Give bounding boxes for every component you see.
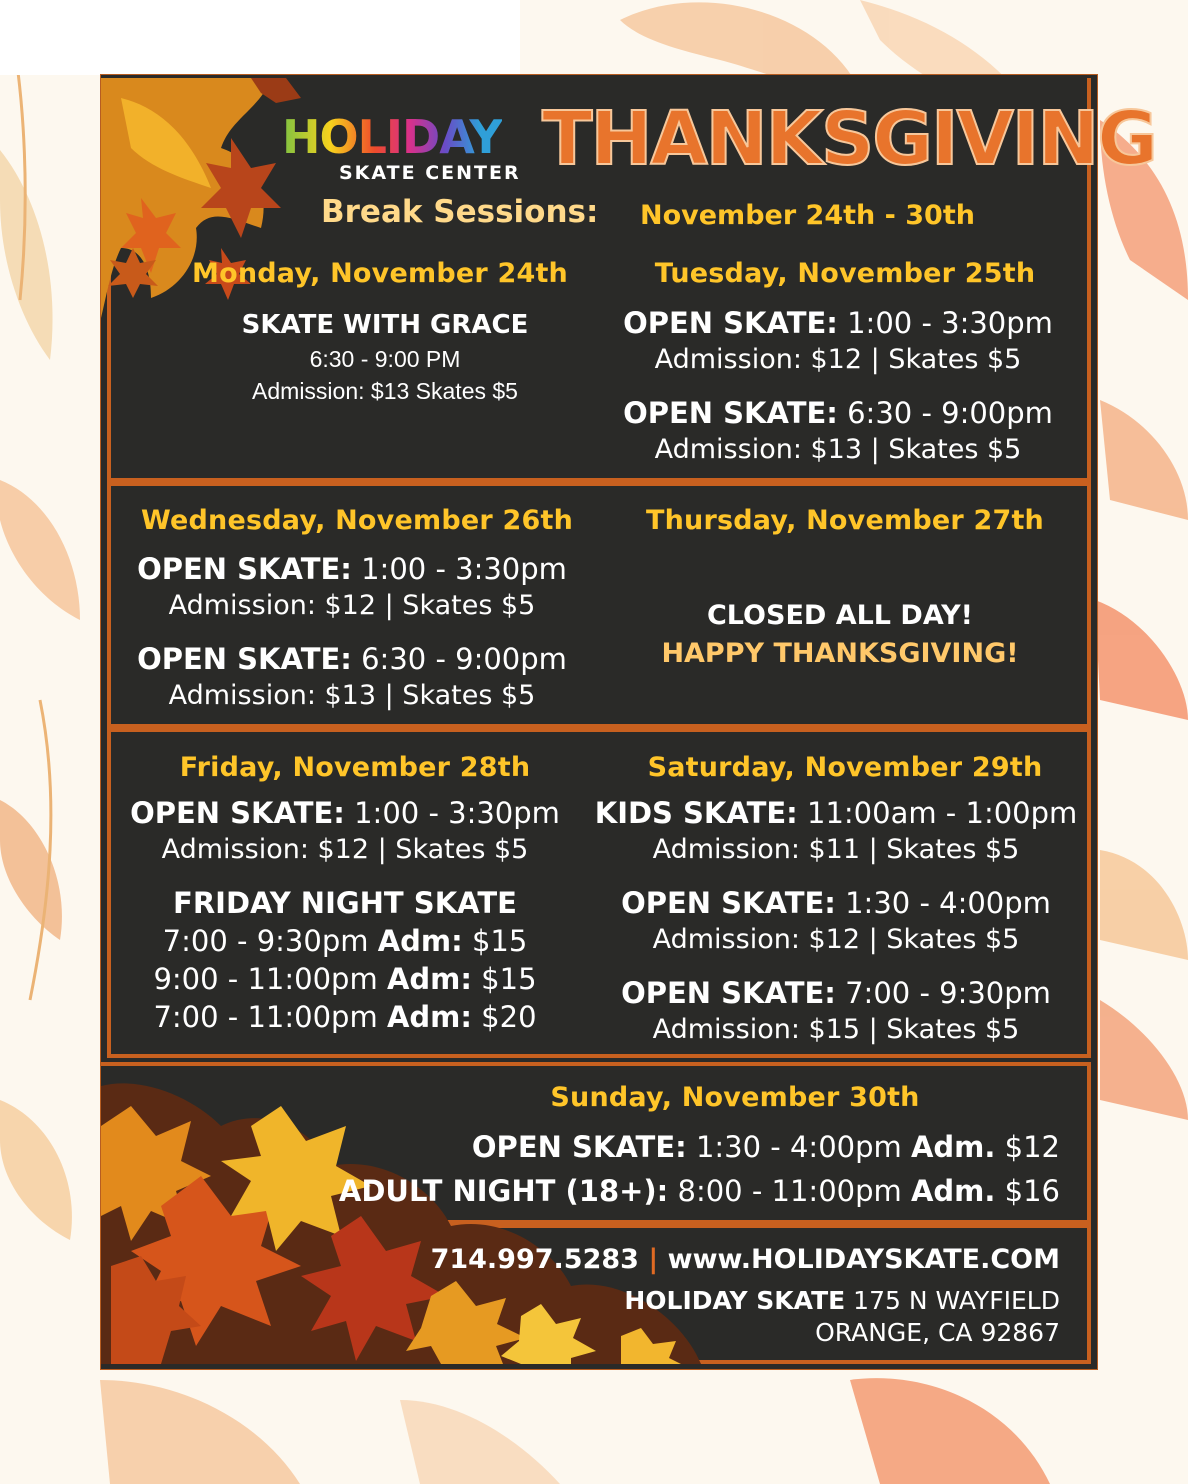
break-dates: November 24th - 30th xyxy=(640,200,975,231)
small-leaf-icon xyxy=(108,248,158,298)
session-time: 9:00 - 11:00pm xyxy=(153,962,387,996)
footer-divider: | xyxy=(648,1244,659,1275)
wednesday-session-1-price: Admission: $12 | Skates $5 xyxy=(168,590,536,621)
adm-label: Adm: xyxy=(377,924,463,958)
session-time: 11:00am - 1:00pm xyxy=(797,796,1078,830)
friday-night-2 xyxy=(108,962,582,996)
session-label: OPEN SKATE: xyxy=(623,306,838,340)
session-time: 1:00 - 3:30pm xyxy=(351,552,567,586)
saturday-session-3 xyxy=(586,976,1086,1010)
session-time: 1:30 - 4:00pm xyxy=(686,1130,911,1164)
wednesday-session-2-price: Admission: $13 | Skates $5 xyxy=(168,680,536,711)
tuesday-session-2-price: Admission: $13 | Skates $5 xyxy=(654,434,1022,465)
monday-event: SKATE WITH GRACE xyxy=(241,310,529,340)
holiday-logo-text: HOLIDAY xyxy=(282,110,502,164)
footer-address-line xyxy=(460,1286,1060,1315)
session-label: OPEN SKATE: xyxy=(621,886,836,920)
sunday-heading: Sunday, November 30th xyxy=(550,1082,920,1113)
tuesday-session-1 xyxy=(598,306,1078,340)
session-price: $20 xyxy=(471,1000,537,1034)
saturday-session-3-price: Admission: $15 | Skates $5 xyxy=(652,1014,1020,1045)
session-label: OPEN SKATE: xyxy=(621,976,836,1010)
saturday-session-1-price: Admission: $11 | Skates $5 xyxy=(652,834,1020,865)
session-price: $15 xyxy=(462,924,528,958)
thursday-heading: Thursday, November 27th xyxy=(646,505,1044,536)
adm-label: Adm: xyxy=(386,1000,472,1034)
tuesday-heading: Tuesday, November 25th xyxy=(654,258,1036,289)
monday-time: 6:30 - 9:00 PM xyxy=(309,346,461,372)
session-label: KIDS SKATE: xyxy=(594,796,798,830)
adm-label: Adm. xyxy=(910,1174,996,1208)
adm-label: Adm: xyxy=(386,962,472,996)
tuesday-session-1-price: Admission: $12 | Skates $5 xyxy=(654,344,1022,375)
session-time: 1:00 - 3:30pm xyxy=(344,796,560,830)
holiday-logo xyxy=(282,110,502,164)
session-time: 6:30 - 9:00pm xyxy=(351,642,567,676)
website-link[interactable]: www.HOLIDAYSKATE.COM xyxy=(667,1244,1060,1275)
top-white-panel xyxy=(0,0,520,75)
friday-night-3 xyxy=(108,1000,582,1034)
saturday-session-2 xyxy=(586,886,1086,920)
session-time: 7:00 - 11:00pm xyxy=(153,1000,387,1034)
thanksgiving-title: THANKSGIVING xyxy=(542,96,1156,182)
session-time: 7:00 - 9:30pm xyxy=(835,976,1051,1010)
venue-name: HOLIDAY SKATE xyxy=(624,1286,846,1315)
session-label: ADULT NIGHT (18+): xyxy=(338,1174,669,1208)
monday-heading: Monday, November 24th xyxy=(192,258,568,289)
footer-city: ORANGE, CA 92867 xyxy=(815,1318,1060,1347)
saturday-heading: Saturday, November 29th xyxy=(647,752,1043,783)
sunday-session-2 xyxy=(300,1174,1060,1208)
friday-heading: Friday, November 28th xyxy=(179,752,531,783)
session-label: OPEN SKATE: xyxy=(623,396,838,430)
session-price: $16 xyxy=(995,1174,1060,1208)
session-time: 8:00 - 11:00pm xyxy=(668,1174,911,1208)
saturday-session-2-price: Admission: $12 | Skates $5 xyxy=(652,924,1020,955)
session-time: 1:00 - 3:30pm xyxy=(837,306,1053,340)
footer-contact xyxy=(420,1244,1060,1275)
session-label: OPEN SKATE: xyxy=(471,1130,687,1164)
wednesday-session-2 xyxy=(112,642,592,676)
session-price: $15 xyxy=(471,962,537,996)
friday-night-title: FRIDAY NIGHT SKATE xyxy=(173,886,517,920)
thursday-closed: CLOSED ALL DAY! xyxy=(706,600,973,631)
wednesday-heading: Wednesday, November 26th xyxy=(141,505,573,536)
friday-night-1 xyxy=(108,924,582,958)
friday-session-1-price: Admission: $12 | Skates $5 xyxy=(161,834,529,865)
phone-number[interactable]: 714.997.5283 xyxy=(430,1244,639,1275)
wednesday-session-1 xyxy=(112,552,592,586)
adm-label: Adm. xyxy=(910,1130,996,1164)
session-time: 7:00 - 9:30pm xyxy=(162,924,378,958)
thursday-happy: HAPPY THANKSGIVING! xyxy=(661,638,1019,669)
saturday-session-1 xyxy=(586,796,1086,830)
session-label: OPEN SKATE: xyxy=(137,642,352,676)
break-sessions-label: Break Sessions: xyxy=(321,194,599,230)
sunday-session-1 xyxy=(340,1130,1060,1164)
session-label: OPEN SKATE: xyxy=(130,796,345,830)
street-address: 175 N WAYFIELD xyxy=(845,1286,1060,1315)
skate-center-text: SKATE CENTER xyxy=(339,162,521,184)
monday-price: Admission: $13 Skates $5 xyxy=(252,378,518,404)
session-price: $12 xyxy=(995,1130,1060,1164)
session-time: 1:30 - 4:00pm xyxy=(835,886,1051,920)
tuesday-session-2 xyxy=(598,396,1078,430)
session-label: OPEN SKATE: xyxy=(137,552,352,586)
session-time: 6:30 - 9:00pm xyxy=(837,396,1053,430)
friday-session-1 xyxy=(108,796,582,830)
